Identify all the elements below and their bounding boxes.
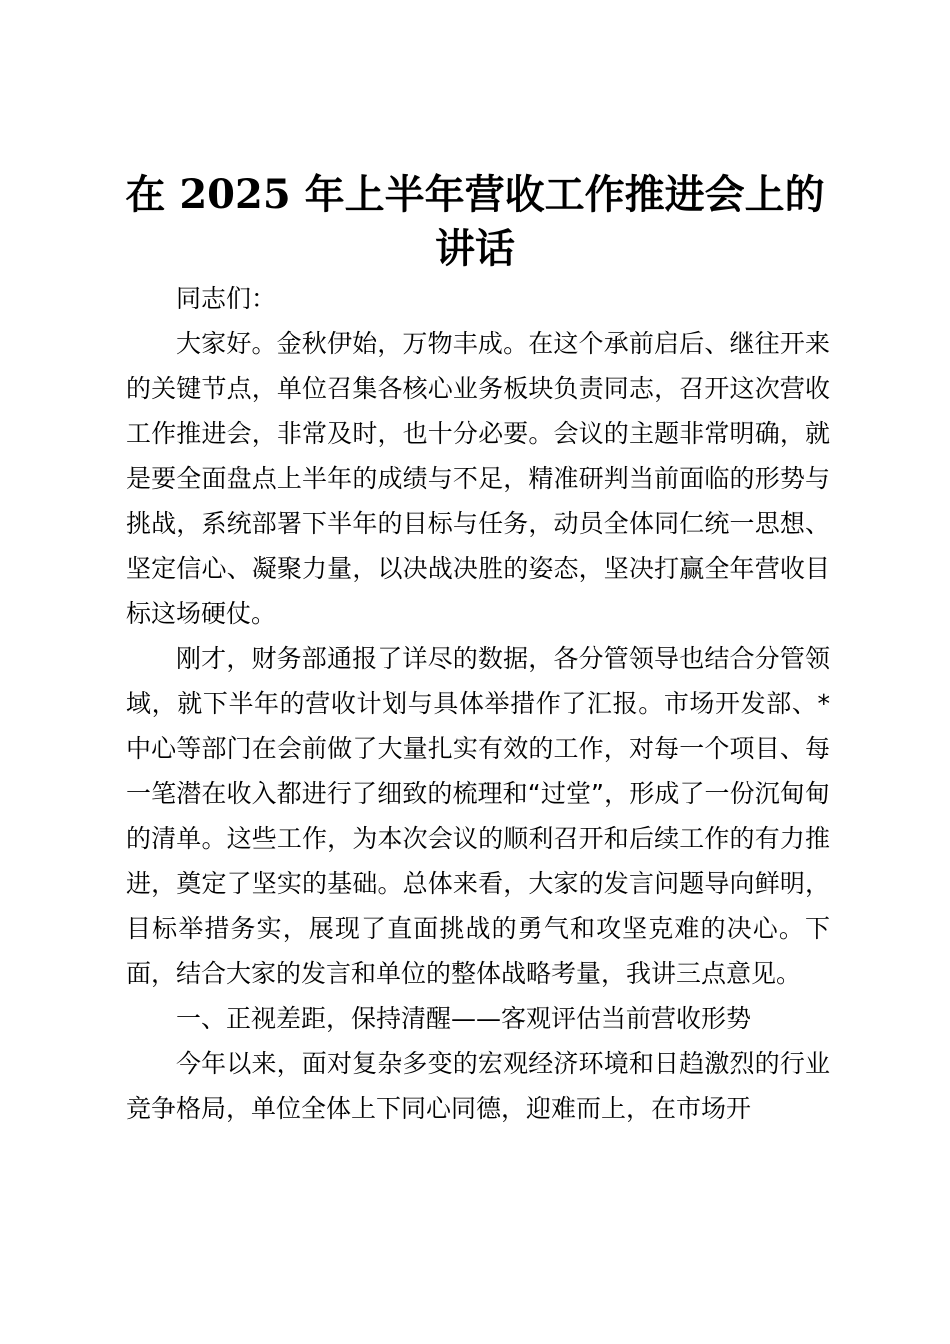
document-body (126, 276, 830, 1131)
paragraph-opening: 大家好。金秋伊始，万物丰成。在这个承前启后、继往开来的关键节点，单位召集各核心业务板块负责同志，召开这次营收工作推进会，非常及时，也十分必要。会议的主题非常明确，就是要全面盘点上半年的成绩与不足，精准研判当前面临的形势与挑战，系统部署下半年的目标与任务，动员全体同仁统一思想、坚定信心、凝聚力量，以决战决胜的姿态，坚决打赢全年营收目标这场硬仗。 (126, 329, 830, 628)
salutation: 同志们： (176, 284, 277, 313)
section-heading: 一、正视差距，保持清醒——客观评估当前营收形势 (176, 1004, 752, 1033)
document-title: 在 2025 年上半年营收工作推进会上的讲话 (125, 171, 825, 272)
paragraph-summary: 刚才，财务部通报了详尽的数据，各分管领导也结合分管领域，就下半年的营收计划与具体举措作了汇报。市场开发部、*中心等部门在会前做了大量扎实有效的工作，对每一个项目、每一笔潜在收入都进行了细致的梳理和“过堂”，形成了一份沉甸甸的清单。这些工作，为本次会议的顺利召开和后续工作的有力推进，奠定了坚实的基础。总体来看，大家的发言问题导向鲜明，目标举措务实，展现了直面挑战的勇气和攻坚克难的决心。下面，结合大家的发言和单位的整体战略考量，我讲三点意见。 (126, 644, 830, 988)
paragraph-section-one: 今年以来，面对复杂多变的宏观经济环境和日趋激烈的行业竞争格局，单位全体上下同心同德，迎难而上，在市场开 (126, 1049, 830, 1123)
